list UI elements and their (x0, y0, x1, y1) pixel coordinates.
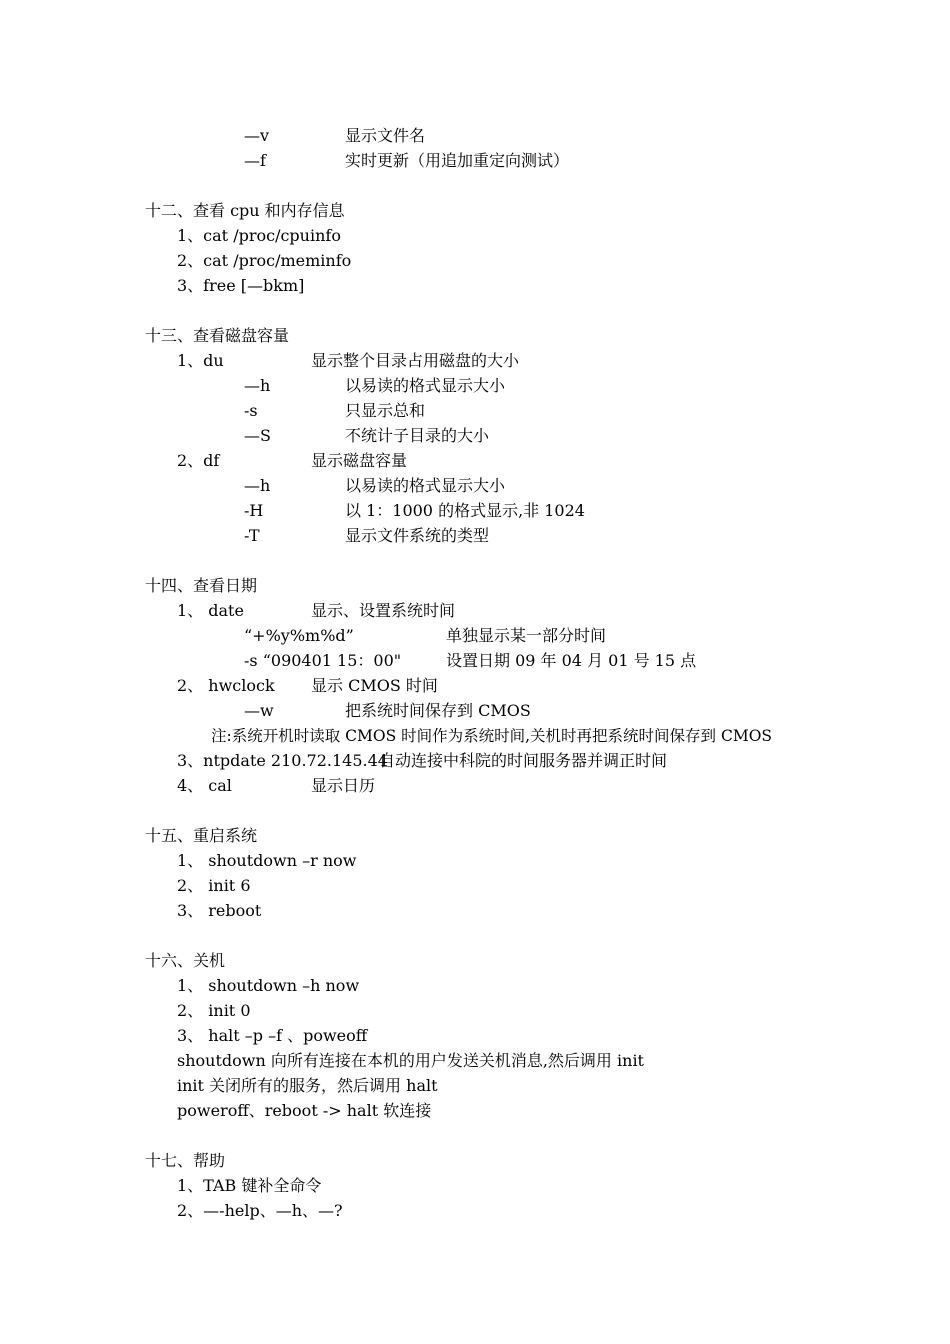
option-desc: 设置日期 09 年 04 月 01 号 15 点 (446, 651, 697, 670)
option-desc: 以 1：1000 的格式显示,非 1024 (345, 501, 585, 520)
option-flag: —f (244, 151, 266, 170)
list-item: 2、—-help、—h、—? (177, 1201, 343, 1220)
note-text: poweroff、reboot -> halt 软连接 (177, 1101, 432, 1120)
option-flag: —h (244, 376, 271, 395)
command-name: 1、 date (177, 601, 244, 620)
section-heading-date: 十四、查看日期 (145, 576, 258, 595)
option-flag: “+%y%m%d” (244, 626, 354, 645)
list-item: 1、TAB 键补全命令 (177, 1176, 322, 1195)
option-desc: 不统计子目录的大小 (345, 426, 490, 445)
option-flag: -s (244, 401, 258, 420)
list-item: 3、free [—bkm] (177, 276, 305, 295)
list-item: 1、 shoutdown –h now (177, 976, 360, 995)
command-name: 4、 cal (177, 776, 232, 795)
note-text: shoutdown 向所有连接在本机的用户发送关机消息,然后调用 init (177, 1051, 644, 1070)
option-desc: 只显示总和 (345, 401, 426, 420)
section-heading-reboot: 十五、重启系统 (145, 826, 258, 845)
command-name: 1、du (177, 351, 224, 370)
option-flag: —w (244, 701, 274, 720)
command-desc: 显示整个目录占用磁盘的大小 (311, 351, 520, 370)
list-item: 2、 init 6 (177, 876, 251, 895)
note-text: 注:系统开机时读取 CMOS 时间作为系统时间,关机时再把系统时间保存到 CMOS (211, 727, 773, 745)
option-desc: 显示文件系统的类型 (345, 526, 490, 545)
option-flag: —S (244, 426, 271, 445)
command-name: 2、 hwclock (177, 676, 275, 695)
note-text: init 关闭所有的服务，然后调用 halt (177, 1076, 438, 1095)
option-desc: 实时更新（用追加重定向测试） (345, 151, 570, 170)
command-desc: 显示日历 (311, 776, 376, 795)
list-item: 2、 init 0 (177, 1001, 251, 1020)
option-flag: —v (244, 126, 270, 145)
list-item: 1、cat /proc/cpuinfo (177, 226, 341, 245)
option-flag: -T (244, 526, 260, 545)
command-desc: 显示、设置系统时间 (311, 601, 456, 620)
section-heading-cpu-memory: 十二、查看 cpu 和内存信息 (145, 201, 345, 220)
option-flag: -s “090401 15：00" (244, 651, 402, 670)
command-desc: 自动连接中科院的时间服务器并调正时间 (379, 751, 668, 770)
section-heading-shutdown: 十六、关机 (145, 951, 226, 970)
option-desc: 把系统时间保存到 CMOS (345, 701, 531, 720)
option-flag: -H (244, 501, 264, 520)
option-flag: —h (244, 476, 271, 495)
option-desc: 以易读的格式显示大小 (345, 476, 506, 495)
section-heading-disk: 十三、查看磁盘容量 (145, 326, 290, 345)
command-name: 3、ntpdate 210.72.145.44 (177, 751, 388, 770)
command-desc: 显示 CMOS 时间 (311, 676, 438, 695)
list-item: 1、 shoutdown –r now (177, 851, 357, 870)
command-desc: 显示磁盘容量 (311, 451, 408, 470)
command-name: 2、df (177, 451, 220, 470)
list-item: 2、cat /proc/meminfo (177, 251, 352, 270)
option-desc: 以易读的格式显示大小 (345, 376, 506, 395)
option-desc: 显示文件名 (345, 126, 426, 145)
list-item: 3、 reboot (177, 901, 262, 920)
list-item: 3、 halt –p –f 、poweoff (177, 1026, 368, 1045)
option-desc: 单独显示某一部分时间 (446, 626, 607, 645)
section-heading-help: 十七、帮助 (145, 1151, 226, 1170)
